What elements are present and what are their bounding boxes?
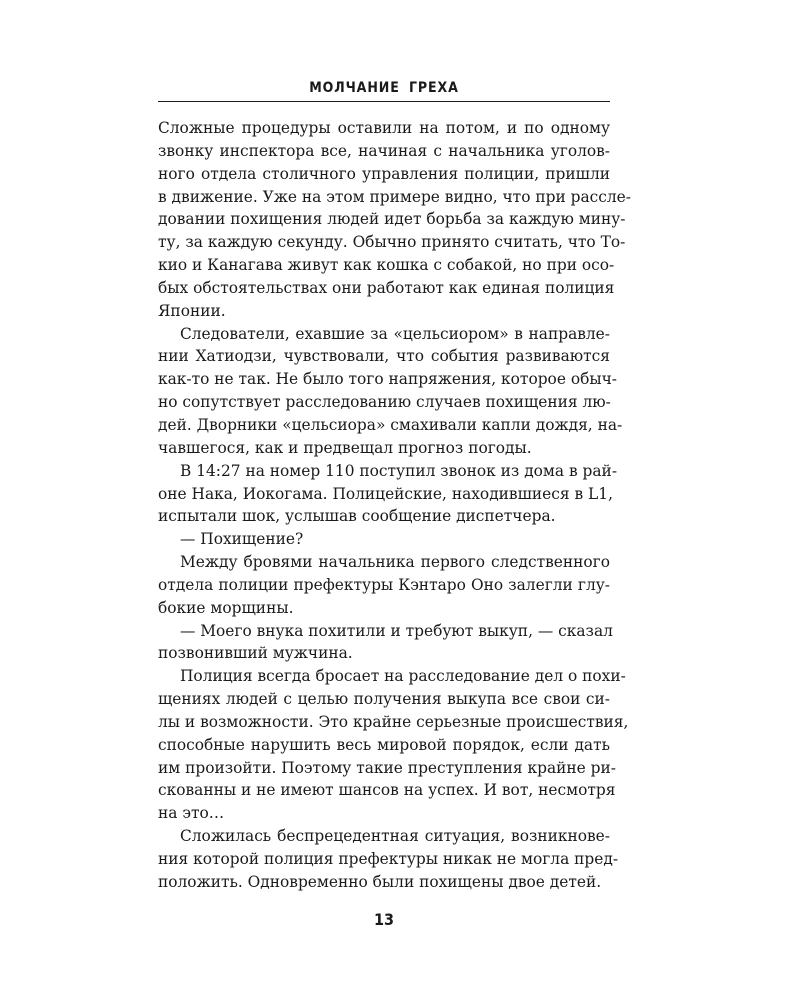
text-line: кио и Канагава живут как кошка с собакой, но при осо- — [158, 256, 615, 275]
text-line: — Моего внука похитили и требуют выкуп, — сказал — [180, 621, 613, 640]
header-rule — [158, 101, 610, 102]
body-text — [158, 117, 631, 894]
text-line: довании похищения людей идет борьба за каждую мину- — [158, 210, 626, 229]
text-line: Следователи, ехавшие за «цельсиором» в направле- — [180, 324, 610, 343]
text-line: звонку инспектора все, начиная с начальника уголов- — [158, 141, 610, 160]
text-line: позвонивший мужчина. — [158, 644, 353, 663]
text-line: в движение. Уже на этом примере видно, что при рассле- — [158, 187, 631, 206]
text-line: как-то не так. Не было того напряжения, которое обыч- — [158, 370, 617, 389]
text-line: Сложные процедуры оставили на потом, и по одному — [158, 119, 610, 137]
text-line: им произойти. Поэтому такие преступления крайне ри- — [158, 758, 616, 777]
text-line: В 14:27 на номер 110 поступил звонок из дома в рай- — [180, 461, 618, 480]
text-line: ния которой полиция префектуры никак не могла пред- — [158, 850, 619, 868]
text-line: оне Нака, Иокогама. Полицейские, находившиеся в L1, — [158, 484, 613, 503]
page-number: 13 — [373, 910, 395, 929]
text-line: Полиция всегда бросает на расследование дел о похи- — [180, 667, 626, 686]
text-line: щениях людей с целью получения выкупа все свои си- — [158, 690, 610, 709]
text-line: ного отдела столичного управления полиции, пришли — [158, 164, 610, 183]
text-line: лы и возможности. Это крайне серьезные происшествия, — [158, 712, 629, 731]
text-line: но сопутствует расследованию случаев похищения лю- — [158, 393, 611, 412]
text-line: нии Хатиодзи, чувствовали, что события развиваются — [158, 347, 610, 366]
text-line: испытали шок, услышав сообщение диспетчера. — [158, 507, 556, 526]
text-line: отдела полиции префектуры Кэнтаро Оно залегли глу- — [158, 575, 610, 594]
text-line: чавшегося, как и предвещал прогноз погоды. — [158, 438, 532, 457]
text-line: — Похищение? — [180, 530, 304, 549]
text-line: ту, за каждую секунду. Обычно принято считать, что То- — [158, 233, 626, 252]
text-line: бых обстоятельствах они работают как единая полиция — [158, 278, 615, 297]
running-title: МОЛЧАНИЕ ГРЕХА — [309, 80, 459, 96]
text-line: положить. Одновременно были похищены двое детей. — [158, 872, 602, 891]
text-line: способные нарушить весь мировой порядок, если дать — [158, 735, 610, 754]
text-line: Между бровями начальника первого следственного — [180, 553, 610, 572]
text-line: скованны и не имеют шансов на успех. И вот, несмотря — [158, 781, 616, 800]
text-line: Японии. — [158, 301, 226, 320]
text-line: бокие морщины. — [158, 598, 294, 617]
text-line: Сложилась беспрецедентная ситуация, возникнове- — [180, 827, 610, 846]
text-line: дей. Дворники «цельсиора» смахивали капли дождя, на- — [158, 415, 623, 434]
text-line: на это… — [158, 804, 225, 823]
